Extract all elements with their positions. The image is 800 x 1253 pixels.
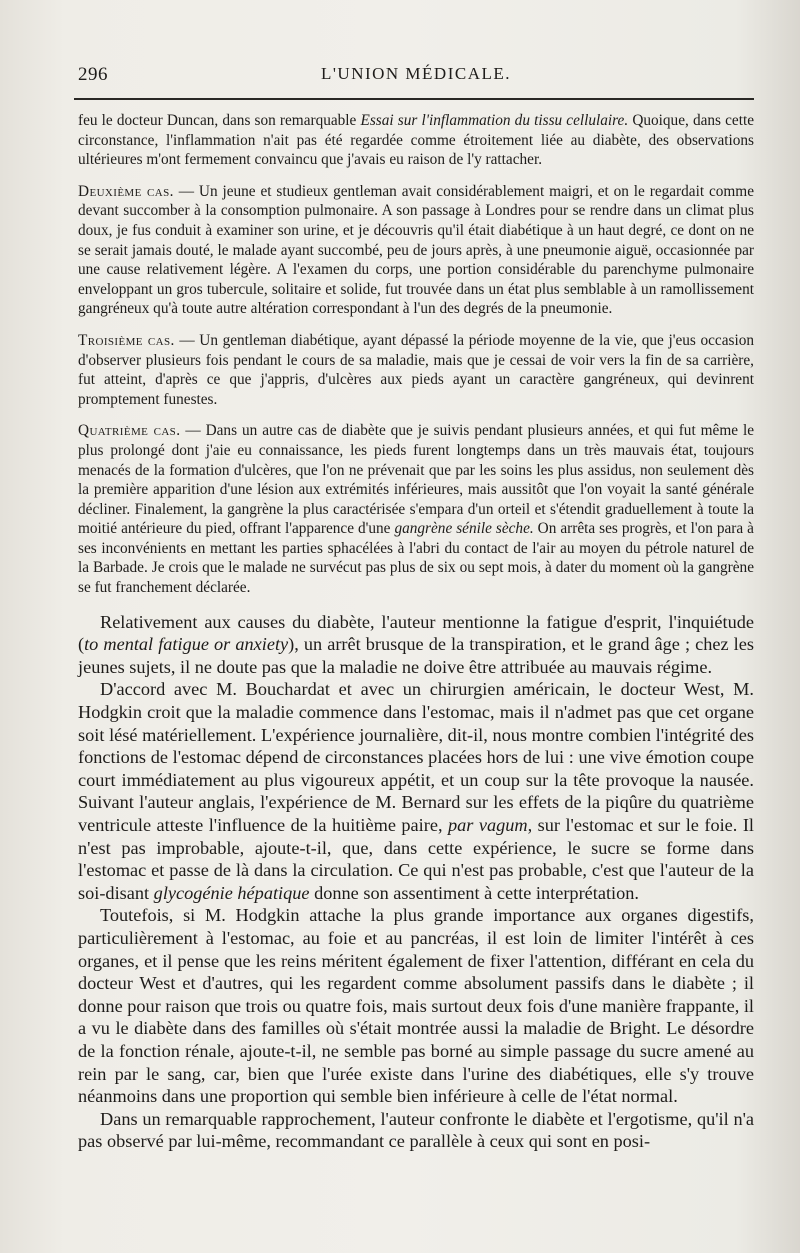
text-run: — Un gentleman diabétique, ayant dépassé la période moyenne de la vie, que j'eus occasion d'observer plusieurs fois pendant le cours de sa maladie, mais que je cessai de voir vers la fin de sa carrière, fut atteint, d'après ce que j'appris, d'ulcères aux pieds ayant un caractère gangréneux, qui devinrent promptement funestes.	[78, 331, 754, 408]
header-rule	[74, 98, 754, 100]
italic-term: gangrène sénile sèche.	[394, 520, 534, 538]
paragraph-stomach	[78, 678, 754, 904]
text-run: donne son assentiment à cette interprétation.	[309, 882, 639, 903]
text-run: feu le docteur Duncan, dans son remarquable	[78, 112, 361, 129]
page-number: 296	[78, 64, 108, 85]
italic-term: glycogénie hépatique	[153, 882, 310, 903]
text-run: Toutefois, si M. Hodgkin attache la plus grande importance aux organes digestifs, particulièrement à l'estomac, au foie et au pancréas, il est loin de limiter l'intérêt à ces organes, et il pense que les reins méritent également de fixer l'attention, différant en cela du docteur West et d'autres, qui les regardent comme absolument passifs dans le diabète ; il donne pour raison que trois ou quatre fois, mais surtout deux fois d'une manière frappante, il a vu le diabète dans des familles où s'était montrée aussi la maladie de Bright. Le désordre de la fonction rénale, ajoute-t-il, ne semble pas borné au simple passage du sucre amené au rein par le sang, car, bien que l'urée existe dans l'urine des diabétiques, elle s'y trouve néanmoins dans une proportion qui semble bien inférieure à celle de l'état normal.	[78, 905, 754, 1107]
text-run: Dans un remarquable rapprochement, l'auteur confronte le diabète et l'ergotisme, qu'il n'a pas observé par lui-même, recommandant ce parallèle à ceux qui sont en posi-	[78, 1108, 754, 1152]
text-run: D'accord avec M. Bouchardat et avec un chirurgien américain, le docteur West, M. Hodgkin croit que la maladie commence dans l'estomac, mais il n'admet pas que cet organe soit lésé matériellement. L'expérience journalière, dit-il, nous montre combien l'intégrité des fonctions de l'estomac dépend de circonstances placées hors de lui : une vive émotion coupe court immédiatement au plus vigoureux appétit, et un coup sur la tête provoque la nausée. Suivant l'auteur anglais, l'expérience de M. Bernard sur les effets de la piqûre du quatrième ventricule atteste l'influence de la huitième paire,	[78, 679, 754, 835]
italic-term: to mental fatigue or anxiety	[84, 634, 289, 655]
paragraph-duncan	[78, 111, 754, 170]
italic-title: Essai sur l'inflammation du tissu cellulaire.	[360, 112, 629, 129]
paragraph-causes	[78, 611, 754, 679]
text-run: Relativement aux causes du diabète, l'auteur mentionne la fatigue d'esprit, l'inquiétude (	[78, 611, 754, 655]
text-run: On arrêta ses progrès, et l'on para à ses inconvénients en mettant les parties sphacélées à l'abri du contact de l'air au moyen du pétrole naturel de la Barbade. Je crois que le malade ne survécut pas plus de six ou sept mois, à dater du moment où la gangrène se fut franchement déclarée.	[78, 520, 754, 597]
text-run: Quoique, dans cette circonstance, l'inflammation n'ait pas été regardée comme étroitement liée au diabète, des observations ultérieures m'ont fermement convaincu que j'avais eu raison de l'y rattacher.	[78, 112, 754, 169]
case-label: Quatrième cas.	[78, 422, 181, 440]
running-title: L'UNION MÉDICALE.	[320, 64, 512, 83]
paragraph-ergotism	[78, 1108, 754, 1153]
article-body	[78, 111, 754, 1153]
case-label: Deuxième cas.	[78, 182, 174, 200]
case-label: Troisième cas.	[78, 331, 175, 349]
text-run: — Dans un autre cas de diabète que je suivis pendant plusieurs années, et qui fut même le plus prolongé dont j'aie eu connaissance, les pieds furent longtemps dans un très mauvais état, toujours menacés de la formation d'ulcères, que l'on ne prévenait que par les soins les plus assidus, non seulement dès la première apparition d'une lésion aux extrémités inférieures, mais aussitôt que l'on voyait la santé générale décliner. Finalement, la gangrène la plus caractérisée s'empara d'un orteil et s'étendit graduellement à toute la moitié antérieure du pied, offrant l'apparence d'une	[78, 422, 754, 538]
text-run: ), un arrêt brusque de la transpiration, et le grand âge ; chez les jeunes sujets, il ne doute pas que la maladie ne doive être attribuée au mauvais régime.	[78, 634, 754, 677]
text-run: — Un jeune et studieux gentleman avait considérablement maigri, et on le regardait comme devant succomber à la consomption pulmonaire. A son passage à Londres pour se rendre dans un climat plus doux, je fus conduit à examiner son urine, et je découvris qu'il était diabétique à un haut degré, ce dont on ne se serait jamais douté, le malade ayant succombé, peu de jours après, à une pneumonie aiguë, occasionnée par une cause relativement légère. A l'examen du corps, une portion considérable du parenchyme pulmonaire enveloppant un gros tubercule, solitaire et solide, fut trouvée dans un état plus semblable à un ramollissement gangréneux qu'à toute autre altération correspondant à l'un des degrés de la pneumonie.	[78, 182, 754, 318]
paragraph-kidneys	[78, 904, 754, 1107]
paragraph-second-case	[78, 182, 754, 319]
paragraph-third-case	[78, 331, 754, 409]
text-run: sur l'estomac et sur le foie. Il n'est pas improbable, ajoute-t-il, que, dans cette expérience, le sucre se forme dans l'estomac et passe de là dans la circulation. Ce qui n'est pas probable, c'est que l'auteur de la soi-disant	[78, 815, 754, 903]
paragraph-fourth-case	[78, 421, 754, 597]
page-header	[72, 62, 760, 90]
italic-term: par vagum,	[448, 815, 533, 835]
